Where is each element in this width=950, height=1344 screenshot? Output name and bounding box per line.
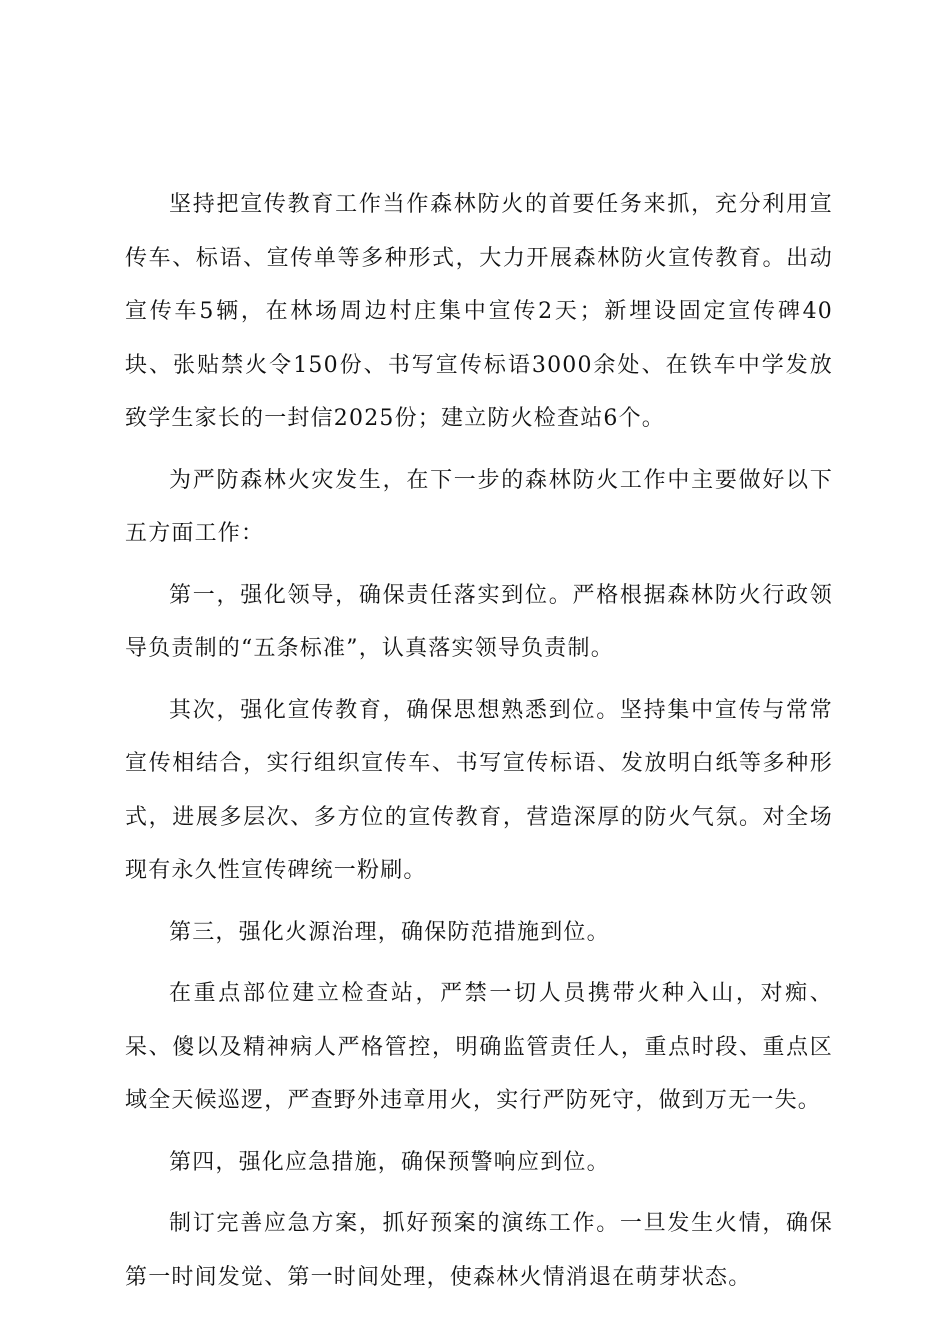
paragraph-checkpoints: 在重点部位建立检查站，严禁一切人员携带火种入山，对痴、呆、傻以及精神病人严格管控，明确监管责任人，重点时段、重点区域全天候巡逻，严查野外违章用火，实行严防死守，做到万无一失。 xyxy=(125,981,833,1113)
paragraph-emergency-plan: 制订完善应急方案，抓好预案的演练工作。一旦发生火情，确保第一时间发觉、第一时间处理，使森林火情消退在萌芽状态。 xyxy=(125,1211,833,1290)
paragraph-third-fire-source: 第三，强化火源治理，确保防范措施到位。 xyxy=(169,919,610,945)
paragraph-propaganda-summary: 坚持把宣传教育工作当作森林防火的首要任务来抓，充分利用宣传车、标语、宣传单等多种形式，大力开展森林防火宣传教育。出动宣传车5辆，在林场周边村庄集中宣传2天；新埋设固定宣传碑40块、张贴禁火令150份、书写宣传标语3000余处、在铁车中学发放致学生家长的一封信2025份；建立防火检查站6个。 xyxy=(125,192,833,431)
paragraph-second-education: 其次，强化宣传教育，确保思想熟悉到位。坚持集中宣传与常常宣传相结合，实行组织宣传车、书写宣传标语、发放明白纸等多种形式，进展多层次、多方位的宣传教育，营造深厚的防火气氛。对全场现有永久性宣传碑统一粉刷。 xyxy=(125,697,833,883)
paragraph-five-tasks-intro: 为严防森林火灾发生，在下一步的森林防火工作中主要做好以下五方面工作： xyxy=(125,467,833,546)
paragraph-first-leadership: 第一，强化领导，确保责任落实到位。严格根据森林防火行政领导负责制的“五条标准”，认真落实领导负责制。 xyxy=(125,582,833,661)
document-page xyxy=(125,178,833,1304)
paragraph-fourth-emergency: 第四，强化应急措施，确保预警响应到位。 xyxy=(169,1149,610,1175)
